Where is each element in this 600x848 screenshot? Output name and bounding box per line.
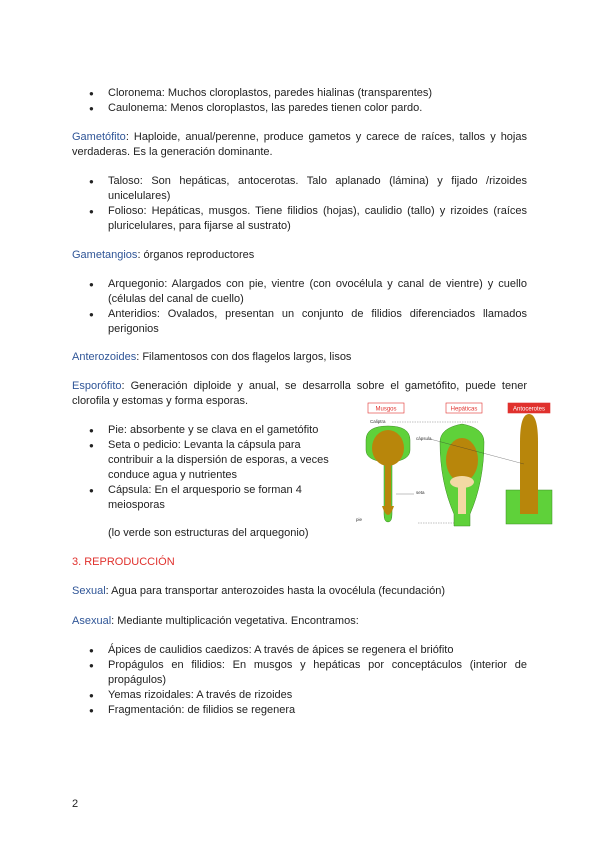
sporophyte-figure — [356, 402, 546, 530]
list-item: ● Arquegonio: Alargados con pie, vientre (con ovocélula y canal de vientre) y cuello (células del canal de cuello) — [72, 277, 527, 307]
annotation-capsula: cápsula — [416, 436, 432, 441]
esporofito-note: (lo verde son estructuras del arquegonio) — [108, 527, 309, 539]
sexual-text: : Agua para transportar anterozoides hasta la ovocélula (fecundación) — [105, 585, 446, 597]
gametangios-list — [72, 277, 527, 337]
list-item: ● Yemas rizoidales: A través de rizoides — [72, 688, 527, 703]
sexual-term: Sexual — [72, 585, 106, 597]
annotation-pie: pie — [356, 517, 363, 522]
gametangios-paragraph — [72, 248, 527, 263]
gametofito-text: : Haploide, anual/perenne, produce gametos y carece de raíces, tallos y hojas verdaderas. Es la generación dominante. — [72, 131, 527, 158]
gametofito-list — [72, 174, 527, 234]
list-item: ● Seta o pedicio: Levanta la cápsula para contribuir a la dispersión de esporas, a veces conduce agua y nutrientes — [72, 438, 340, 483]
musgos-capsule-shape — [372, 430, 404, 466]
gametofito-term: Gametófito — [72, 131, 126, 143]
list-item: ● Ápices de caulidios caedizos: A través de ápices se regenera el briófito — [72, 643, 527, 658]
esporofito-term: Esporófito — [72, 380, 122, 392]
gametangios-term: Gametangios — [72, 249, 138, 261]
anterozoides-paragraph — [72, 350, 527, 365]
asexual-list — [72, 643, 527, 718]
list-item: ● Caulonema: Menos cloroplastos, las paredes tienen color pardo. — [72, 101, 527, 116]
list-item: ● Taloso: Son hepáticas, antocerotas. Talo aplanado (lámina) y fijado /rizoides unicelulares) — [72, 174, 527, 204]
annotation-seta: seta — [416, 490, 425, 495]
section3-heading: 3. REPRODUCCIÓN — [72, 556, 175, 568]
sexual-paragraph — [72, 584, 527, 599]
gametofito-paragraph — [72, 130, 527, 160]
musgos-seta-shape — [385, 462, 391, 510]
antocerotes-capsule-shape — [520, 414, 538, 514]
asexual-paragraph — [72, 614, 527, 629]
list-item: ● Pie: absorbente y se clava en el gametófito — [72, 423, 340, 438]
protonema-list — [72, 86, 527, 116]
list-item: ● Cápsula: En el arquesporio se forman 4 meiosporas — [72, 483, 340, 513]
musgos-label: Musgos — [375, 406, 397, 413]
page-number: 2 — [72, 798, 79, 810]
hepaticas-seta-shape — [458, 486, 466, 514]
esporofito-text: : Generación diploide y anual, se desarrolla sobre el gametófito, puede tener clorofila y estomas y forma esporas. — [72, 380, 527, 407]
antocerotes-label: Antocerotes — [512, 406, 546, 413]
list-item: ● Cloronema: Muchos cloroplastos, paredes hialinas (transparentes) — [72, 86, 527, 101]
hepaticas-label: Hepáticas — [450, 406, 478, 413]
gametangios-text: : órganos reproductores — [137, 249, 255, 261]
list-item: ● Anteridios: Ovalados, presentan un conjunto de filidios diferenciados llamados perigonios — [72, 307, 527, 337]
esporofito-list — [72, 423, 340, 513]
list-item: ● Folioso: Hepáticas, musgos. Tiene filidios (hojas), caulidio (tallo) y rizoides (raíces pluricelulares, para fijarse al sustrato) — [72, 204, 527, 234]
anterozoides-text: : Filamentosos con dos flagelos largos, lisos — [136, 351, 352, 363]
asexual-term: Asexual — [72, 615, 112, 627]
anterozoides-term: Anterozoides — [72, 351, 137, 363]
list-item: ● Propágulos en filidios: En musgos y hepáticas por conceptáculos (interior de propágulos) — [72, 658, 527, 688]
list-item: ● Fragmentación: de filidios se regenera — [72, 703, 527, 718]
asexual-text: : Mediante multiplicación vegetativa. Encontramos: — [111, 615, 359, 627]
annotation-caliptra: Caliptra — [370, 419, 386, 424]
